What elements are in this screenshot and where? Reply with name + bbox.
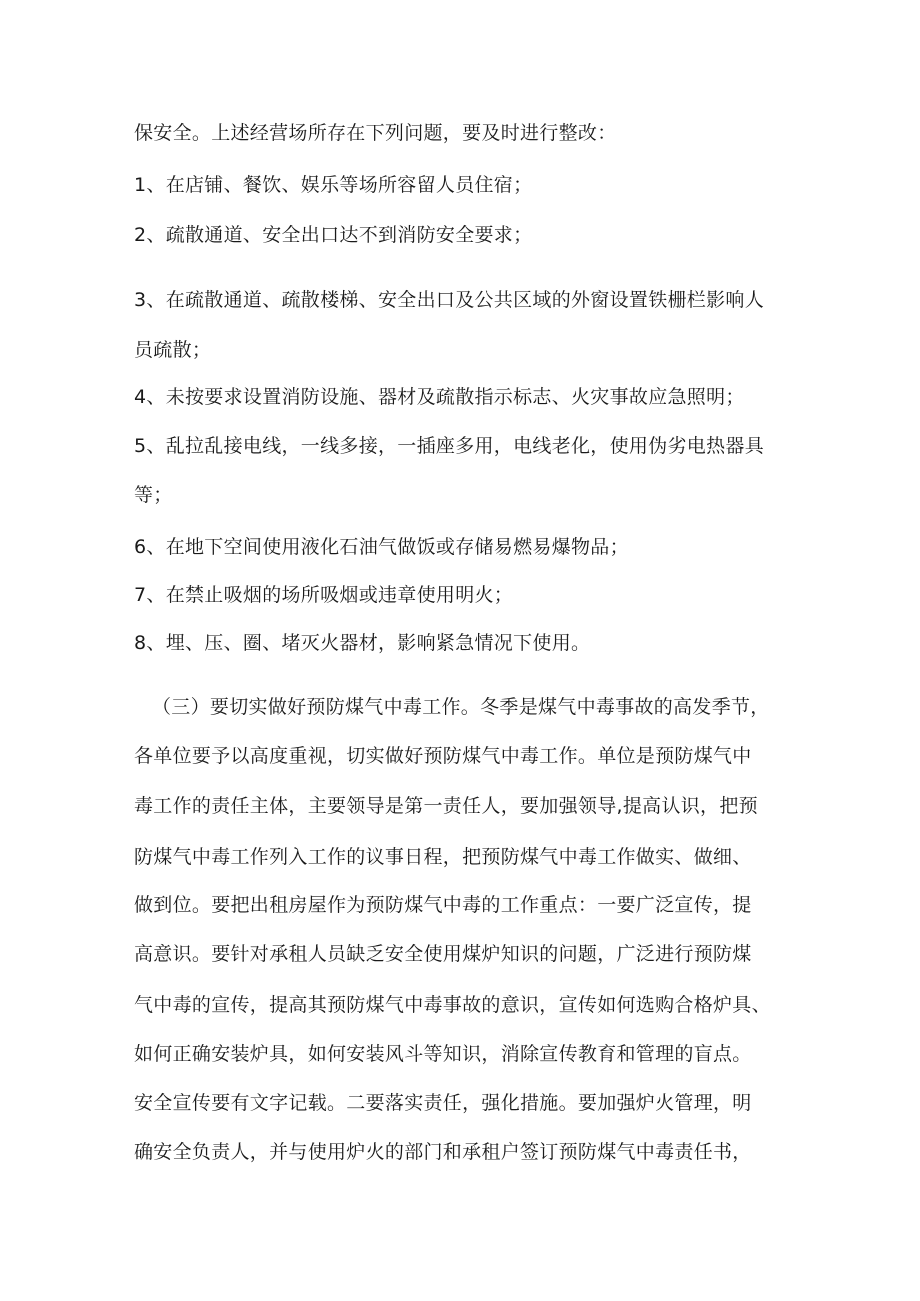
list-item: 2、疏散通道、安全出口达不到消防安全要求； — [134, 224, 533, 246]
paragraph-line: 确安全负责人，并与使用炉火的部门和承租户签订预防煤气中毒责任书， — [134, 1141, 752, 1163]
list-item: 7、在禁止吸烟的场所吸烟或违章使用明火； — [134, 584, 514, 606]
paragraph-line: 防煤气中毒工作列入工作的议事日程，把预防煤气中毒工作做实、做细、 — [134, 846, 752, 868]
list-item: 8、埋、压、圈、堵灭火器材，影响紧急情况下使用。 — [134, 632, 591, 654]
paragraph-line: 气中毒的宣传，提高其预防煤气中毒事故的意识，宣传如何选购合格炉具、 — [134, 994, 771, 1016]
text-line: 员疏散； — [134, 339, 212, 361]
paragraph-line: 高意识。要针对承租人员缺乏安全使用煤炉知识的问题，广泛进行预防煤 — [134, 943, 752, 965]
list-item: 6、在地下空间使用液化石油气做饭或存储易燃易爆物品； — [134, 536, 629, 558]
paragraph-line: 各单位要予以高度重视，切实做好预防煤气中毒工作。单位是预防煤气中 — [134, 745, 752, 767]
list-item: 1、在店铺、餐饮、娱乐等场所容留人员住宿； — [134, 174, 533, 196]
paragraph-line: 做到位。要把出租房屋作为预防煤气中毒的工作重点：一要广泛宣传，提 — [134, 894, 752, 916]
text-line: 保安全。上述经营场所存在下列问题，要及时进行整改： — [134, 122, 617, 144]
list-item: 5、乱拉乱接电线，一线多接，一插座多用，电线老化，使用伪劣电热器具 — [134, 435, 764, 457]
text-line: 等； — [134, 484, 173, 506]
list-item: 4、未按要求设置消防设施、器材及疏散指示标志、火灾事故应急照明； — [134, 386, 745, 408]
paragraph-line: 安全宣传要有文字记载。二要落实责任，强化措施。要加强炉火管理，明 — [134, 1092, 752, 1114]
paragraph-line: （三）要切实做好预防煤气中毒工作。冬季是煤气中毒事故的高发季节， — [152, 696, 770, 718]
paragraph-line: 毒工作的责任主体，主要领导是第一责任人，要加强领导,提高认识，把预 — [134, 795, 758, 817]
list-item: 3、在疏散通道、疏散楼梯、安全出口及公共区域的外窗设置铁栅栏影响人 — [134, 289, 764, 311]
paragraph-line: 如何正确安装炉具，如何安装风斗等知识，消除宣传教育和管理的盲点。 — [134, 1043, 752, 1065]
